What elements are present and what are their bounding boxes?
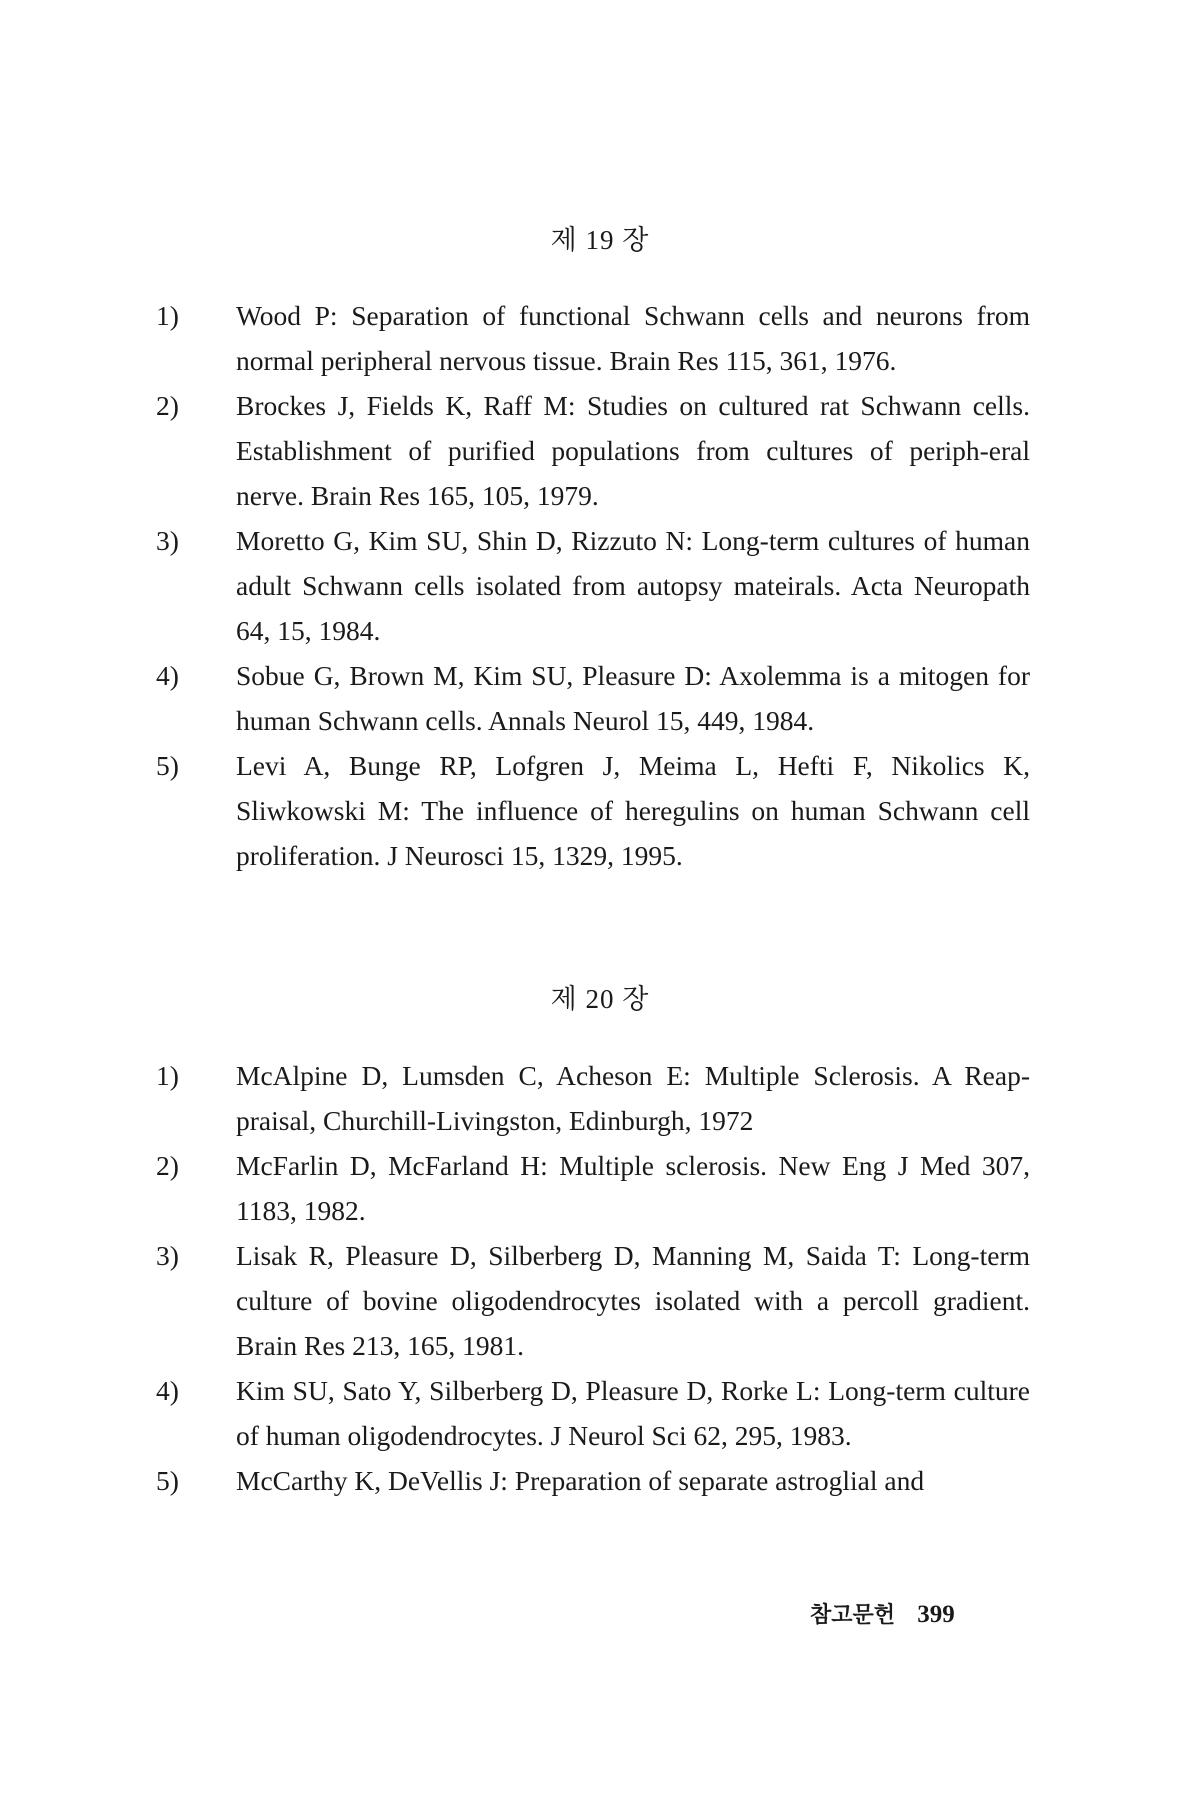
chapter-20-reference-list (150, 1053, 1030, 1503)
page-number: 399 (917, 1601, 955, 1628)
reference-number: 1) (156, 1060, 179, 1091)
chapter-20-heading: 제 20 장 (550, 984, 650, 1014)
reference-text: McAlpine D, Lumsden C, Acheson E: Multiple Sclerosis. A Reap-praisal, Churchill-Livingston, Edinburgh, 1972 (236, 1060, 1030, 1136)
reference-item (150, 1458, 1030, 1503)
reference-text: McCarthy K, DeVellis J: Preparation of separate astroglial and (236, 1465, 925, 1496)
reference-item (150, 383, 1030, 518)
reference-number: 3) (156, 1240, 179, 1271)
footer-section-label: 참고문헌 (810, 1603, 896, 1628)
chapter-19-reference-list (150, 293, 1030, 878)
reference-item (150, 293, 1030, 383)
reference-item (150, 653, 1030, 743)
reference-text: Brockes J, Fields K, Raff M: Studies on cultured rat Schwann cells. Establishment of purified populations from cultures of periph-eral nerve. Brain Res 165, 105, 1979. (236, 390, 1030, 511)
reference-item (150, 518, 1030, 653)
reference-item (150, 1233, 1030, 1368)
reference-text: Moretto G, Kim SU, Shin D, Rizzuto N: Long-term cultures of human adult Schwann cells isolated from autopsy mateirals. Acta Neuropath 64, 15, 1984. (236, 525, 1030, 646)
chapter-19-heading: 제 19 장 (550, 225, 650, 255)
reference-number: 5) (156, 1465, 179, 1496)
reference-text: Wood P: Separation of functional Schwann cells and neurons from normal peripheral nervous tissue. Brain Res 115, 361, 1976. (236, 300, 1030, 376)
reference-text: Lisak R, Pleasure D, Silberberg D, Manning M, Saida T: Long-term culture of bovine oligodendrocytes isolated with a percoll gradient. Brain Res 213, 165, 1981. (236, 1240, 1030, 1361)
reference-item (150, 1368, 1030, 1458)
page-footer (810, 1598, 955, 1629)
reference-number: 4) (156, 1375, 179, 1406)
reference-number: 1) (156, 300, 179, 331)
reference-number: 2) (156, 390, 179, 421)
reference-number: 3) (156, 525, 179, 556)
reference-text: Kim SU, Sato Y, Silberberg D, Pleasure D, Rorke L: Long-term culture of human oligodendrocytes. J Neurol Sci 62, 295, 1983. (236, 1375, 1030, 1451)
reference-text: Sobue G, Brown M, Kim SU, Pleasure D: Axolemma is a mitogen for human Schwann cells. Annals Neurol 15, 449, 1984. (236, 660, 1030, 736)
reference-item (150, 743, 1030, 878)
reference-text: McFarlin D, McFarland H: Multiple sclerosis. New Eng J Med 307, 1183, 1982. (236, 1150, 1030, 1226)
reference-text: Levi A, Bunge RP, Lofgren J, Meima L, Hefti F, Nikolics K, Sliwkowski M: The influence of heregulins on human Schwann cell proliferation. J Neurosci 15, 1329, 1995. (236, 750, 1030, 871)
reference-item (150, 1143, 1030, 1233)
reference-number: 4) (156, 660, 179, 691)
reference-number: 2) (156, 1150, 179, 1181)
reference-number: 5) (156, 750, 179, 781)
reference-item (150, 1053, 1030, 1143)
